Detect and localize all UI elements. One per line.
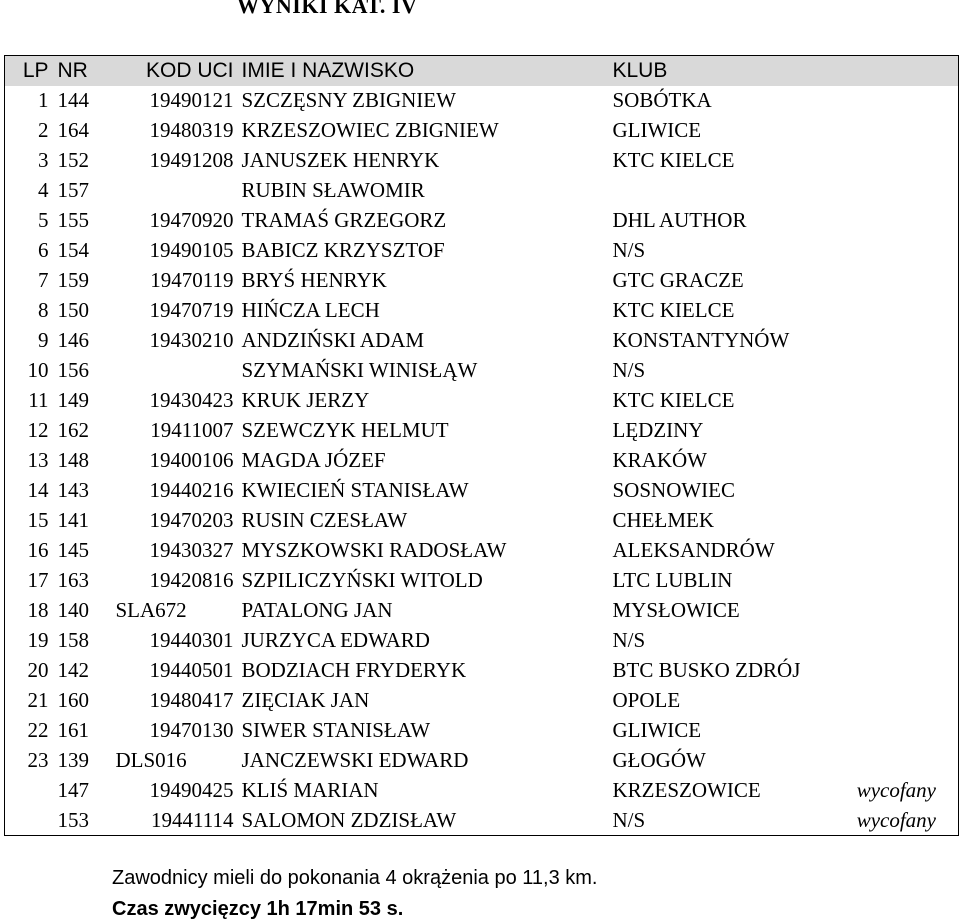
cell-kod-uci: 19440501 xyxy=(149,658,234,682)
cell-klub: SOBÓTKA xyxy=(612,88,712,112)
table-row xyxy=(5,626,959,656)
cell-note xyxy=(845,236,959,266)
cell-nr: 152 xyxy=(57,148,89,172)
cell-kod-uci: 19430327 xyxy=(149,538,234,562)
cell-lp: 14 xyxy=(27,478,49,502)
cell-kod-uci xyxy=(112,176,238,206)
cell-name: BABICZ KRZYSZTOF xyxy=(241,238,445,262)
cell-klub: OPOLE xyxy=(612,688,681,712)
cell-name: SZEWCZYK HELMUT xyxy=(241,418,449,442)
header-name: IMIE I NAZWISKO xyxy=(241,58,415,82)
cell-nr: 142 xyxy=(57,658,89,682)
cell-name: RUSIN CZESŁAW xyxy=(241,508,408,532)
cell-kod-uci: 19480417 xyxy=(149,688,234,712)
cell-klub: N/S xyxy=(612,807,646,832)
cell-klub: N/S xyxy=(612,358,646,382)
cell-note xyxy=(845,206,959,236)
cell-nr: 149 xyxy=(57,388,89,412)
cell-kod-uci: 19430423 xyxy=(149,388,234,412)
cell-nr: 154 xyxy=(57,238,89,262)
cell-name: JANCZEWSKI EDWARD xyxy=(241,748,469,772)
cell-klub: KTC KIELCE xyxy=(612,148,735,172)
cell-kod-uci: 19420816 xyxy=(149,568,234,592)
cell-nr: 157 xyxy=(57,178,89,202)
cell-klub: GLIWICE xyxy=(612,718,702,742)
table-row xyxy=(5,146,959,176)
cell-name: SALOMON ZDZISŁAW xyxy=(241,807,457,832)
cell-name: KLIŚ MARIAN xyxy=(241,778,379,802)
cell-lp: 21 xyxy=(27,688,49,712)
table-row xyxy=(5,236,959,266)
cell-name: SIWER STANISŁAW xyxy=(241,718,431,742)
cell-lp: 23 xyxy=(27,748,49,772)
cell-note: wycofany xyxy=(856,807,936,832)
cell-kod-uci: 19430210 xyxy=(149,328,234,352)
cell-name: KWIECIEŃ STANISŁAW xyxy=(241,478,469,502)
table-row xyxy=(5,716,959,746)
cell-kod-uci: 19440216 xyxy=(149,478,234,502)
cell-lp: 4 xyxy=(38,178,49,202)
cell-klub: GLIWICE xyxy=(612,118,702,142)
table-row xyxy=(5,86,959,116)
cell-lp: 11 xyxy=(28,388,49,412)
cell-note xyxy=(845,416,959,446)
cell-name: KRZESZOWIEC ZBIGNIEW xyxy=(241,118,499,142)
cell-lp: 12 xyxy=(27,418,49,442)
table-row xyxy=(5,176,959,206)
cell-kod-uci: 19470130 xyxy=(149,718,234,742)
cell-lp xyxy=(5,776,55,806)
cell-kod-uci: 19470920 xyxy=(149,208,234,232)
table-row xyxy=(5,206,959,236)
cell-note xyxy=(845,116,959,146)
cell-klub: KTC KIELCE xyxy=(612,298,735,322)
cell-nr: 150 xyxy=(57,298,89,322)
cell-klub xyxy=(611,176,845,206)
cell-kod-uci: DLS016 xyxy=(115,748,187,772)
cell-kod-uci: 19470119 xyxy=(150,268,234,292)
cell-name: SZPILICZYŃSKI WITOLD xyxy=(241,568,483,592)
cell-name: KRUK JERZY xyxy=(241,388,370,412)
cell-name: PATALONG JAN xyxy=(241,598,393,622)
cell-kod-uci: 19490121 xyxy=(149,88,234,112)
cell-kod-uci: 19491208 xyxy=(149,148,234,172)
cell-kod-uci: 19400106 xyxy=(149,448,234,472)
cell-note xyxy=(845,716,959,746)
cell-kod-uci: 19470203 xyxy=(149,508,234,532)
cell-lp: 18 xyxy=(27,598,49,622)
cell-kod-uci xyxy=(112,356,238,386)
table-row xyxy=(5,296,959,326)
cell-note xyxy=(845,506,959,536)
table-row xyxy=(5,386,959,416)
cell-klub: LTC LUBLIN xyxy=(612,568,733,592)
table-row xyxy=(5,506,959,536)
cell-name: BODZIACH FRYDERYK xyxy=(241,658,467,682)
cell-name: SZCZĘSNY ZBIGNIEW xyxy=(241,88,456,112)
cell-name: ZIĘCIAK JAN xyxy=(241,688,370,712)
cell-klub: GTC GRACZE xyxy=(612,268,744,292)
cell-name: TRAMAŚ GRZEGORZ xyxy=(241,208,447,232)
cell-note xyxy=(845,656,959,686)
cell-nr: 141 xyxy=(57,508,89,532)
cell-lp: 5 xyxy=(38,208,49,232)
table-row xyxy=(5,416,959,446)
cell-note xyxy=(845,386,959,416)
cell-note xyxy=(845,746,959,776)
cell-note xyxy=(845,686,959,716)
cell-kod-uci: 19480319 xyxy=(149,118,234,142)
table-row xyxy=(5,656,959,686)
cell-klub: KRZESZOWICE xyxy=(612,778,761,802)
cell-nr: 148 xyxy=(57,448,89,472)
table-row xyxy=(5,266,959,296)
cell-note xyxy=(845,596,959,626)
table-row xyxy=(5,536,959,566)
cell-name: MAGDA JÓZEF xyxy=(241,448,386,472)
cell-nr: 144 xyxy=(57,88,89,112)
cell-lp: 19 xyxy=(27,628,49,652)
cell-nr: 159 xyxy=(57,268,89,292)
cell-kod-uci: 19440301 xyxy=(149,628,234,652)
table-row xyxy=(5,326,959,356)
cell-lp: 8 xyxy=(38,298,49,322)
cell-kod-uci: 19411007 xyxy=(150,418,234,442)
cell-lp: 16 xyxy=(27,538,49,562)
cell-klub: KRAKÓW xyxy=(612,448,707,472)
cell-klub: SOSNOWIEC xyxy=(612,478,736,502)
cell-kod-uci: SLA672 xyxy=(115,598,187,622)
cell-lp: 22 xyxy=(27,718,49,742)
table-row xyxy=(5,596,959,626)
cell-name: HIŃCZA LECH xyxy=(241,298,380,322)
cell-nr: 162 xyxy=(57,418,89,442)
cell-note xyxy=(845,146,959,176)
cell-lp: 10 xyxy=(27,358,49,382)
cell-note xyxy=(845,296,959,326)
header-kod-uci: KOD UCI xyxy=(145,58,234,82)
cell-note xyxy=(845,566,959,596)
table-row xyxy=(5,356,959,386)
cell-kod-uci: 19490425 xyxy=(149,778,234,802)
cell-note xyxy=(845,86,959,116)
header-nr: NR xyxy=(57,58,88,82)
cell-lp: 13 xyxy=(27,448,49,472)
cell-lp: 15 xyxy=(27,508,49,532)
cell-nr: 153 xyxy=(57,807,89,832)
cell-note xyxy=(845,476,959,506)
header-lp: LP xyxy=(22,58,49,82)
cell-note: wycofany xyxy=(856,778,936,802)
cell-klub: KONSTANTYNÓW xyxy=(612,328,790,352)
cell-lp: 9 xyxy=(38,328,49,352)
cell-lp: 17 xyxy=(27,568,49,592)
cell-kod-uci: 19470719 xyxy=(149,298,234,322)
cell-nr: 145 xyxy=(57,538,89,562)
cell-lp: 2 xyxy=(38,118,49,142)
cell-lp: 3 xyxy=(38,148,49,172)
cell-note xyxy=(845,326,959,356)
cell-klub: N/S xyxy=(612,238,646,262)
header-klub: KLUB xyxy=(612,58,668,82)
cell-nr: 143 xyxy=(57,478,89,502)
cell-lp: 7 xyxy=(38,268,49,292)
cell-klub: DHL AUTHOR xyxy=(612,208,747,232)
footer-distance-note: Zawodnicy mieli do pokonania 4 okrążenia po 11,3 km. xyxy=(112,867,598,889)
cell-klub: CHEŁMEK xyxy=(612,508,714,532)
table-row xyxy=(5,776,959,806)
cell-nr: 146 xyxy=(57,328,89,352)
cell-nr: 164 xyxy=(57,118,89,142)
table-row xyxy=(5,476,959,506)
table-header-row xyxy=(5,56,959,86)
cell-klub: ALEKSANDRÓW xyxy=(612,538,775,562)
table-row xyxy=(5,806,959,836)
table-row xyxy=(5,686,959,716)
cell-name: BRYŚ HENRYK xyxy=(241,268,387,292)
page-title: WYNIKI KAT. IV xyxy=(237,0,418,18)
table-row xyxy=(5,446,959,476)
cell-lp: 6 xyxy=(38,238,49,262)
cell-kod-uci: 19441114 xyxy=(151,807,234,832)
cell-nr: 140 xyxy=(57,598,89,622)
cell-klub: MYSŁOWICE xyxy=(612,598,740,622)
cell-lp: 1 xyxy=(38,88,49,112)
cell-name: JANUSZEK HENRYK xyxy=(241,148,440,172)
cell-note xyxy=(845,356,959,386)
cell-note xyxy=(845,446,959,476)
cell-nr: 158 xyxy=(57,628,89,652)
cell-lp: 20 xyxy=(27,658,49,682)
cell-lp xyxy=(5,806,55,836)
cell-note xyxy=(845,266,959,296)
cell-nr: 156 xyxy=(57,358,89,382)
table-row xyxy=(5,746,959,776)
cell-klub: BTC BUSKO ZDRÓJ xyxy=(612,658,801,682)
cell-name: ANDZIŃSKI ADAM xyxy=(241,328,425,352)
header-note xyxy=(845,56,959,86)
cell-nr: 163 xyxy=(57,568,89,592)
cell-nr: 161 xyxy=(57,718,89,742)
results-body xyxy=(5,86,959,836)
cell-name: JURZYCA EDWARD xyxy=(241,628,430,652)
cell-klub: KTC KIELCE xyxy=(612,388,735,412)
cell-note xyxy=(845,176,959,206)
cell-kod-uci: 19490105 xyxy=(149,238,234,262)
table-row xyxy=(5,566,959,596)
cell-nr: 160 xyxy=(57,688,89,712)
cell-name: SZYMAŃSKI WINISŁĄW xyxy=(241,358,478,382)
cell-klub: N/S xyxy=(612,628,646,652)
table-row xyxy=(5,116,959,146)
cell-note xyxy=(845,536,959,566)
cell-note xyxy=(845,626,959,656)
cell-name: RUBIN SŁAWOMIR xyxy=(241,178,425,202)
cell-nr: 139 xyxy=(57,748,89,772)
cell-name: MYSZKOWSKI RADOSŁAW xyxy=(241,538,507,562)
cell-klub: LĘDZINY xyxy=(612,418,704,442)
footer-winner-time: Czas zwycięzcy 1h 17min 53 s. xyxy=(112,898,404,920)
cell-nr: 155 xyxy=(57,208,89,232)
cell-klub: GŁOGÓW xyxy=(612,748,706,772)
cell-nr: 147 xyxy=(57,778,89,802)
results-table xyxy=(4,55,959,836)
